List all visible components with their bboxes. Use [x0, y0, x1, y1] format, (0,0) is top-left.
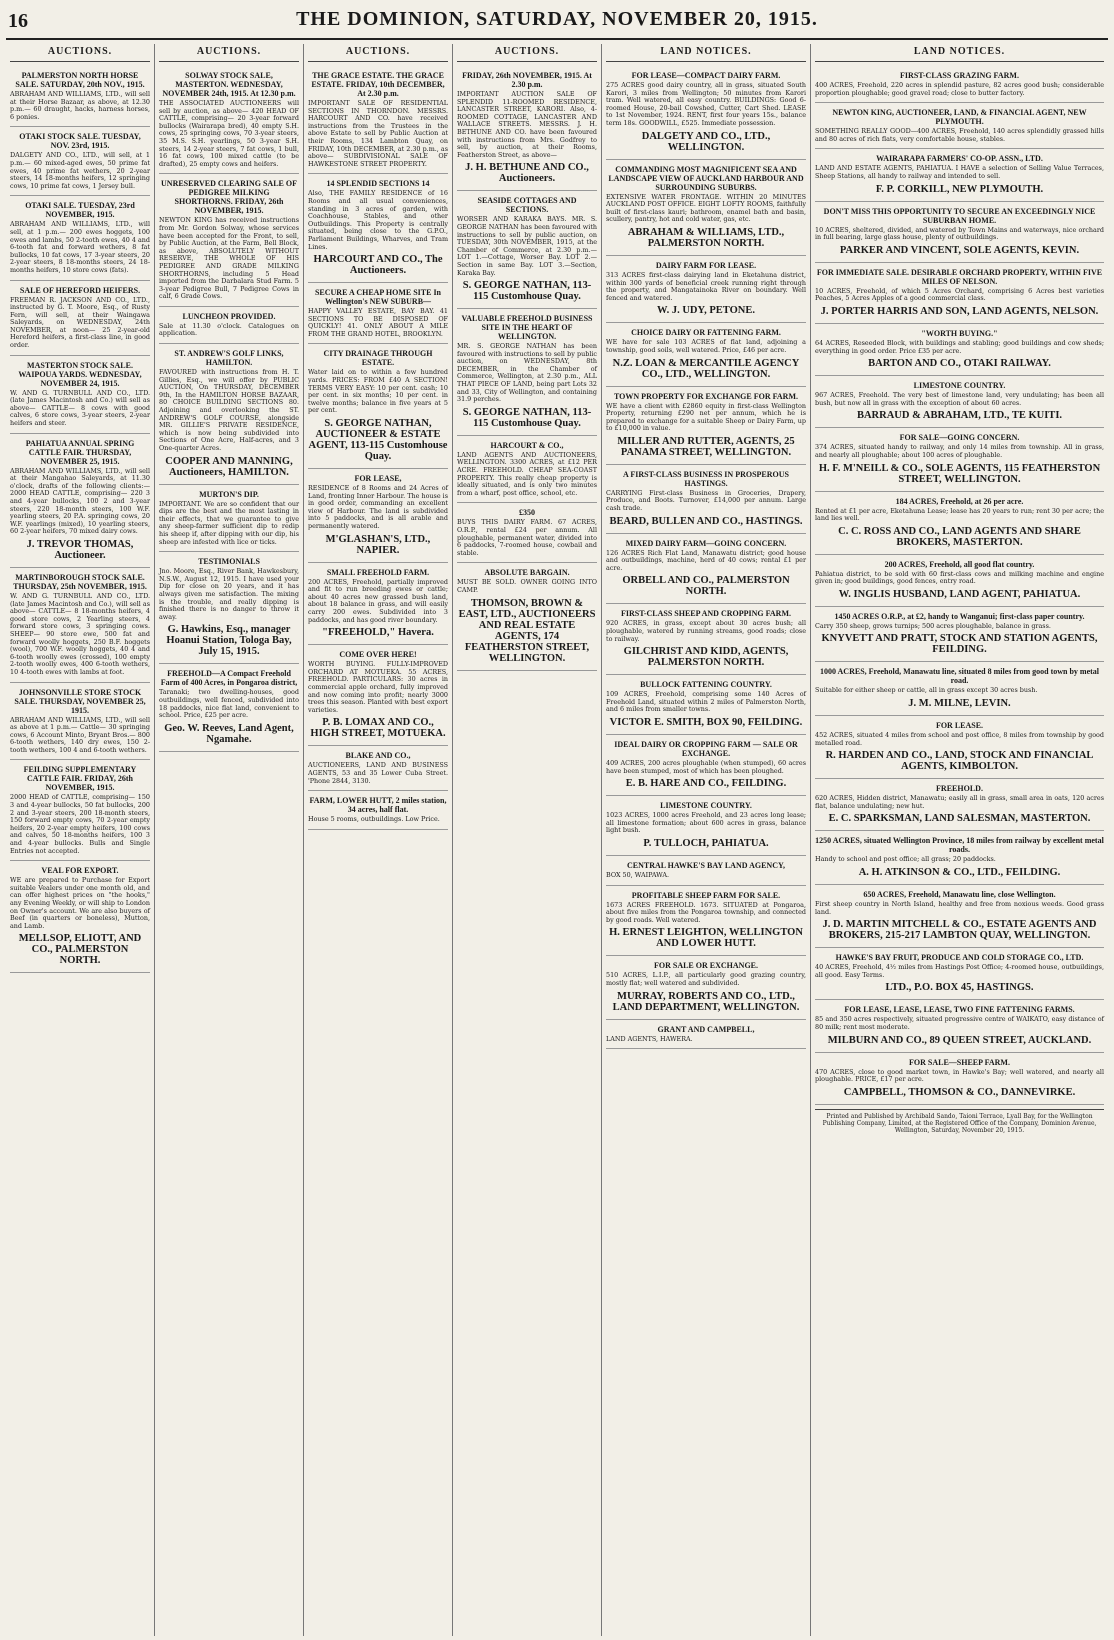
ad-body: 1673 ACRES FREEHOLD. 1673. SITUATED at Pongaroa, about five miles from the Pongaroa township, and connected by good roads. Well watered. [606, 900, 806, 924]
ad-body: 510 ACRES, L.I.P., all particularly good grazing country, mostly flat; well watered and subdivided. [606, 971, 806, 987]
advertisement [159, 552, 299, 664]
ad-signature: J. D. MARTIN MITCHELL & CO., ESTATE AGENTS AND BROKERS, 215-217 LAMBTON QUAY, WELLINGTON. [822, 919, 1097, 942]
ad-signature: ORBELL AND CO., PALMERSTON NORTH. [622, 575, 790, 598]
ad-headline: SEASIDE COTTAGES AND SECTIONS. [477, 196, 577, 215]
advertisement [606, 323, 806, 386]
advertisement [308, 66, 448, 174]
ad-body: FREEMAN R. JACKSON AND CO., LTD., instructed by G. T. Moore, Esq., of Rusty Fern, will sell, at their Waingawa Saleyards, on WEDNESDAY, 24th NOVEMBER, at noon— 25 2-year-old Hereford heifers, a first-class line, in good order. [10, 295, 150, 350]
ad-headline: FARM, LOWER HUTT, 2 miles station, 34 acres, half flat. [309, 796, 447, 815]
ad-body: 2000 HEAD of CATTLE, comprising— 150 3 and 4-year bullocks, 50 fat bullocks, 200 2 and 3-year steers, 200 18-month steers, 150 forward empty cows, 70 2-year empty heifers, 20 2-year empty heifers, 100 cows and calves, 50 18-months heifers, 100 3 and 4-year bullocks. Bulls and Single Entries not accepted. [10, 793, 150, 855]
ad-body: LAND AGENTS, HAWERA. [606, 1034, 693, 1043]
advertisement [815, 1000, 1104, 1052]
ad-body: 620 ACRES, Hidden district, Manawatu; easily all in grass, small area in oats, 120 acres flat, balance undulating; new hut. [815, 794, 1104, 810]
advertisement [10, 861, 150, 973]
advertisement [606, 256, 806, 323]
masthead [6, 4, 1108, 40]
column-heading: AUCTIONS. [308, 44, 448, 62]
ad-signature: PARKER AND VINCENT, SOLE AGENTS, KEVIN. [839, 244, 1080, 256]
ad-signature: H. F. M'NEILL & CO., SOLE AGENTS, 115 FEATHERSTON STREET, WELLINGTON. [818, 462, 1101, 485]
ad-body: LAND AND ESTATE AGENTS, PAHIATUA. I HAVE a selection of Selling Value Terraces, Sheep Stations, all handy to railway and intended to sell. [815, 164, 1104, 180]
advertisement [606, 387, 806, 465]
ad-signature: J. M. MILNE, LEVIN. [908, 698, 1011, 710]
column-2 [155, 44, 304, 1636]
advertisement [815, 555, 1104, 607]
ad-signature: W. INGLIS HUSBAND, LAND AGENT, PAHIATUA. [838, 588, 1081, 600]
ad-signature: J. TREVOR THOMAS, Auctioneer. [26, 538, 134, 561]
advertisement [308, 174, 448, 283]
ad-signature: BARTON AND CO., OTAKI RAILWAY. [868, 358, 1051, 370]
ad-headline: FIRST-CLASS SHEEP AND CROPPING FARM. [620, 609, 792, 619]
ad-headline: CENTRAL HAWKE'S BAY LAND AGENCY, [626, 860, 786, 870]
ad-headline: CITY DRAINAGE THROUGH ESTATE. [323, 349, 433, 368]
ad-body: Jno. Moore, Esq., River Bank, Hawkesbury, N.S.W., August 12, 1915. I have used your Dip for close on 20 years, and it has always given me satisfaction. The mixing is the trouble, and really dipping is finished there is no danger to throw it away. [159, 567, 299, 621]
ad-headline: OTAKI STOCK SALE. TUESDAY, NOV. 23rd, 1915. [19, 132, 141, 151]
ad-headline: FOR SALE—GOING CONCERN. [899, 433, 1020, 443]
ad-headline: THE GRACE ESTATE. THE GRACE ESTATE. FRIDAY, 10th DECEMBER, At 2.30 p.m. [311, 71, 445, 98]
ad-body: 470 ACRES, close to good market town, in Hawke's Bay; well watered, and nearly all ploughable. PRICE, £17 per acre. [815, 1067, 1104, 1084]
advertisement [815, 149, 1104, 201]
ad-body: 967 ACRES, Freehold. The very best of limestone land, very undulating; has been all bush, but now all in grass with the exception of about 60 acres. [815, 391, 1104, 407]
advertisement [815, 492, 1104, 555]
ad-headline: LUNCHEON PROVIDED. [182, 311, 276, 321]
ad-headline: UNRESERVED CLEARING SALE OF PEDIGREE MILKING SHORTHORNS. FRIDAY, 26th NOVEMBER, 1915. [161, 179, 297, 216]
ad-body: ABRAHAM AND WILLIAMS, LTD., will sell, at 1 p.m.— 200 ewes hoggets, 100 ewes and lambs, 50 2-tooth ewes, 40 4 and 6-tooth fat and forward wethers, 8 fat bullocks, 10 fat cows, 17 3-year steers, 20 2-year steers, 8 18-months steers, 24 18-months heifers, 10 store cows (fats). [10, 220, 150, 274]
ad-signature: BEARD, BULLEN AND CO., HASTINGS. [609, 515, 803, 527]
advertisement [457, 309, 597, 436]
advertisement [159, 485, 299, 553]
ad-signature: C. C. ROSS AND CO., LAND AGENTS AND SHARE BROKERS, MASTERTON. [838, 525, 1081, 548]
ad-headline: A FIRST-CLASS BUSINESS IN PROSPEROUS HASTINGS. [623, 469, 789, 488]
ad-headline: FOR LEASE—COMPACT DAIRY FARM. [631, 71, 781, 80]
ad-body: House 5 rooms, outbuildings. Low Price. [308, 815, 440, 824]
column-heading: AUCTIONS. [10, 44, 150, 62]
ad-signature: P. TULLOCH, PAHIATUA. [643, 837, 769, 849]
ad-body: FAVOURED with instructions from H. T. Gillies, Esq., we will offer by PUBLIC AUCTION, On THURSDAY, DECEMBER 9th, In the HAMILTON HORSE BAZAAR, 80 CHOICE BUILDING SECTIONS 80. Adjoining and overlooking the ST. ANDREW'S GOLF COURSE, alongside MR. GILLIE'S PRIVATE RESIDENCE, which is now being subdivided into Sections of One Acre, Half-acres, and 3 One-quarter Acres. [159, 368, 299, 452]
ad-headline: 650 ACRES, Freehold, Manawatu line, close Wellington. [863, 890, 1056, 900]
ad-signature: P. B. LOMAX AND CO., HIGH STREET, MOTUEKA. [310, 717, 446, 740]
ad-body: WORSER AND KARAKA BAYS. MR. S. GEORGE NATHAN has been favoured with instructions to sell by public auction, on TUESDAY, 30th NOVEMBER, 1915, at the Chamber of Commerce, at 2.30 p.m.— LOT 1.—Cottage, Worser Bay. LOT 2.—Section in same Bay. LOT 3.—Section, Karaka Bay. [457, 215, 597, 277]
column-heading: LAND NOTICES. [815, 44, 1104, 62]
ad-headline: FOR IMMEDIATE SALE. DESIRABLE ORCHARD PROPERTY, WITHIN FIVE MILES OF NELSON. [816, 267, 1103, 286]
advertisement [10, 683, 150, 761]
ad-headline: HAWKE'S BAY FRUIT, PRODUCE AND COLD STORAGE CO., LTD. [835, 953, 1084, 963]
ad-headline: BULLOCK FATTENING COUNTRY. [640, 680, 772, 690]
ad-body: WE have for sale 103 ACRES of flat land, adjoining a township, good soils, well watered. Price, £46 per acre. [606, 338, 806, 354]
ad-headline: 1000 ACRES, Freehold, Manawatu line, situated 8 miles from good town by metal road. [819, 667, 1100, 686]
advertisement [815, 376, 1104, 428]
advertisement [815, 662, 1104, 716]
advertisement [606, 796, 806, 856]
advertisement [159, 344, 299, 485]
advertisement [606, 66, 806, 160]
advertisement [10, 760, 150, 861]
page-number: 16 [8, 10, 28, 32]
ad-headline: PAHIATUA ANNUAL SPRING CATTLE FAIR. THURSDAY, NOVEMBER 25, 1915. [25, 438, 135, 466]
ad-signature: S. GEORGE NATHAN, 113-115 Customhouse Quay. [462, 406, 592, 429]
ad-body: 313 ACRES first-class dairying land in Eketahuna district, within 300 yards of beneficial creek running right through the property, and Mangatainoka River on boundary. Well fenced and watered. [606, 270, 806, 302]
ad-signature: CAMPBELL, THOMSON & CO., DANNEVIRKE. [843, 1086, 1076, 1098]
ad-headline: PROFITABLE SHEEP FARM FOR SALE. [631, 890, 781, 900]
ad-headline: COME OVER HERE! [339, 650, 417, 660]
advertisement [10, 196, 150, 280]
ad-body: ABRAHAM AND WILLIAMS, LTD., will sell at their Mangahao Saleyards, at 11.30 o'clock, drafts of the following clients:— 2000 HEAD CATTLE, comprising— 220 3 and 4-year bullocks, 100 2 and 3-year steers, 220 18-month steers, 100 W.F. yearling steers, 20 P.A. springing cows, 20 W.F. yearlings (mixed), 10 yearling steers, 60 2-year heifers, 70 mixed dairy cows. [10, 466, 150, 536]
ad-body: 409 ACRES, 200 acres ploughable (when stumped), 60 acres have been stumped, most of which has been ploughed. [606, 759, 806, 775]
ad-headline: 1450 ACRES O.R.P., at £2, handy to Wanganui; first-class paper country. [834, 611, 1085, 621]
ad-headline: TOWN PROPERTY FOR EXCHANGE FOR FARM. [613, 391, 798, 401]
advertisement [457, 436, 597, 504]
ad-body: 1023 ACRES, 1000 acres Freehold, and 23 acres long lease; all limestone formation; about 600 acres in grass, balance light bush. [606, 811, 806, 835]
advertisement [815, 324, 1104, 376]
column-1 [6, 44, 155, 1636]
ad-headline: IDEAL DAIRY OR CROPPING FARM — SALE OR EXCHANGE. [614, 740, 798, 758]
column-3 [304, 44, 453, 1636]
advertisement [815, 66, 1104, 103]
advertisement [457, 66, 597, 191]
ad-body: Sale at 11.30 o'clock. Catalogues on application. [159, 321, 299, 338]
ad-headline: DAIRY FARM FOR LEASE. [655, 260, 757, 270]
ad-headline: ST. ANDREW'S GOLF LINKS, HAMILTON. [174, 349, 284, 368]
advertisement [606, 465, 806, 534]
ad-headline: SALE OF HEREFORD HEIFERS. [19, 285, 141, 295]
ad-body: WE have a client with £2860 equity in first-class Wellington Property, returning £290 net per annum, which he is prepared to exchange for a suitable Sheep or Dairy Farm, up to £10,000 in value. [606, 401, 806, 433]
ad-signature: MILBURN AND CO., 89 QUEEN STREET, AUCKLAND. [827, 1034, 1092, 1046]
ad-headline: 14 SPLENDID SECTIONS 14 [326, 179, 430, 189]
ad-headline: JOHNSONVILLE STORE STOCK SALE. THURSDAY, NOVEMBER 25, 1915. [14, 687, 146, 715]
ad-body: BUYS THIS DAIRY FARM. 67 ACRES, O.R.P., rental £24 per annum. All ploughable, permanent water, divided into 6 paddocks, 7-roomed house, cowbail and stable. [457, 518, 597, 557]
ad-headline: MURTON'S DIP. [199, 489, 259, 499]
ad-headline: FIRST-CLASS GRAZING FARM. [900, 71, 1019, 80]
ad-signature: HARCOURT AND CO., The Auctioneers. [313, 254, 443, 277]
advertisement [606, 534, 806, 605]
ad-body: Taranaki; two dwelling-houses, good outbuildings, well fenced, subdivided into 18 paddocks, nice flat land, convenient to school. Price, £25 per acre. [159, 688, 299, 720]
ad-headline: DON'T MISS THIS OPPORTUNITY TO SECURE AN EXCEEDINGLY NICE SUBURBAN HOME. [823, 206, 1096, 225]
ad-headline: FEILDING SUPPLEMENTARY CATTLE FAIR. FRIDAY, 26th NOVEMBER, 1915. [23, 765, 137, 793]
ad-body: Carry 350 sheep, grows turnips; 500 acres ploughable, balance in grass. [815, 621, 1051, 630]
ad-signature: DALGETY AND CO., LTD., WELLINGTON. [641, 130, 771, 153]
ad-body: LAND AGENTS AND AUCTIONEERS, WELLINGTON. 3300 ACRES, at £12 PER ACRE. FREEHOLD. CHEAP SEA-COAST PROPERTY. This really cheap property is ideally situated, and is only two minutes from a wharf, post office, school, etc. [457, 450, 597, 497]
ad-headline: LIMESTONE COUNTRY. [660, 801, 752, 811]
advertisement [457, 191, 597, 309]
ad-headline: MARTINBOROUGH STOCK SALE. THURSDAY, 25th NOVEMBER, 1915. [13, 572, 147, 591]
ad-body: First sheep country in North Island, healthy and free from noxious weeds. Good grass land. [815, 900, 1104, 916]
ad-signature: H. ERNEST LEIGHTON, WELLINGTON AND LOWER HUTT. [609, 927, 803, 950]
advertisement [159, 174, 299, 307]
ad-headline: FOR SALE—SHEEP FARM. [909, 1057, 1010, 1067]
ad-headline: £350 [519, 508, 535, 518]
ad-signature: F. P. CORKILL, NEW PLYMOUTH. [875, 183, 1044, 195]
ad-headline: 200 ACRES, Freehold, all good flat country. [884, 559, 1035, 569]
ad-headline: CHOICE DAIRY OR FATTENING FARM. [631, 328, 781, 338]
ad-body: EXTENSIVE WATER FRONTAGE. WITHIN 20 MINUTES AUCKLAND POST OFFICE. EIGHT LOFTY ROOMS, faithfully built of first-class kauri; bathroom, enamel bath and basin, scullery, pantry, hot and cold water, gas, etc. [606, 192, 806, 224]
ad-signature: J. H. BETHUNE AND CO., Auctioneers. [465, 162, 589, 185]
ad-headline: OTAKI SALE. TUESDAY, 23rd NOVEMBER, 1915. [25, 201, 135, 220]
ad-headline: PALMERSTON NORTH HORSE SALE. SATURDAY, 20th NOV., 1915. [15, 71, 145, 89]
advertisement [159, 307, 299, 344]
ad-body: MUST BE SOLD. OWNER GOING INTO CAMP. [457, 578, 597, 594]
ad-signature: W. J. UDY, PETONE. [657, 305, 755, 317]
ad-body: WE are prepared to Purchase for Export suitable Vealers under one month old, and can offer highest prices on "the hooks," any Evening Weekly, or will ship to London on Owner's account. We are also buyers of Beef (in quarters or boneless), Mutton, and Lamb. [10, 876, 150, 930]
column-5 [602, 44, 811, 1636]
ad-body: Water laid on to within a few hundred yards. PRICES: FROM £40 A SECTION! TERMS VERY EASY: 10 per cent. cash; 10 per cent. in six months; 10 per cent. in twelve months; balance in five years at 5 per cent. [308, 368, 448, 415]
ad-body: NEWTON KING has received instructions from Mr. Gordon Solway, whose services have been accepted for the Front, to sell, by Public Auction, at the Farm, Bell Block, as above, ABSOLUTELY WITHOUT RESERVE, THE WHOLE OF HIS PEDIGREE AND GRADE MILKING SHORTHORNS, including 5 Head imported from the Darbalara Stud Farm. 5 3-year Pedigree Bull, 7 Pedigree Cows in calf, 6 Grade Cows. [159, 216, 299, 301]
ad-body: ABRAHAM AND WILLIAMS, LTD., will sell at their Horse Bazaar, as above, at 12.30 p.m.— 60 draught, hacks, harness horses, 6 ponies. [10, 90, 150, 121]
ad-headline: GRANT AND CAMPBELL, [657, 1024, 755, 1034]
advertisement [815, 779, 1104, 831]
ad-signature: MILLER AND RUTTER, AGENTS, 25 PANAMA STREET, WELLINGTON. [617, 435, 795, 458]
advertisement [815, 202, 1104, 263]
ad-headline: MIXED DAIRY FARM—GOING CONCERN. [625, 538, 787, 548]
ad-body: 374 ACRES, situated handy to railway, and only 14 miles from township. All in grass, and nearly all ploughable; about 100 acres of ploughable. [815, 443, 1104, 459]
ad-body: 275 ACRES good dairy country, all in grass, situated South Karori, 3 miles from Wellington; 50 minutes from Karori tram. Well watered, all easy country. BUILDINGS: Good 6-roomed House, 20-bail Cowshed, Cutter, Cart Shed. LEASE to 1st November, 1924. RENT, first four years 15s., balance term 18s. GOODWILL, £525. Immediate possession. [606, 81, 806, 127]
ad-signature: THOMSON, BROWN & EAST, LTD., AUCTIONEERS AND REAL ESTATE AGENTS, 174 FEATHERSTON STREET, WELLINGTON. [458, 597, 596, 664]
ad-signature: VICTOR E. SMITH, BOX 90, FEILDING. [609, 717, 803, 728]
ad-signature: S. GEORGE NATHAN, 113-115 Customhouse Quay. [462, 280, 592, 303]
ad-body: 126 ACRES Rich Flat Land, Manawatu district; good house and outbuildings, machine, herd of 40 cows; rental £1 per acre. [606, 548, 806, 572]
ad-body: RESIDENCE of 8 Rooms and 24 Acres of Land, fronting Inner Harbour. The house is in good order, commanding an excellent view of Harbour. The land is subdivided into 5 paddocks, and is all arable and permanently watered. [308, 484, 448, 530]
ad-headline: WAIRARAPA FARMERS' CO-OP. ASSN., LTD. [876, 154, 1043, 164]
advertisement [606, 1020, 806, 1050]
ad-headline: VALUABLE FREEHOLD BUSINESS SITE IN THE HEART OF WELLINGTON. [461, 314, 593, 342]
ad-signature: Geo. W. Reeves, Land Agent, Ngamahe. [164, 722, 294, 745]
ad-body: W. AND G. TURNBULL AND CO., LTD. (late James Macintosh and Co.) will sell as above— CATTLE— 8 cows with good calves, 6 store cows, 3-year steers, 2-year heifers and steer. [10, 388, 150, 428]
advertisement [815, 607, 1104, 663]
ad-signature: GILCHRIST AND KIDD, AGENTS, PALMERSTON NORTH. [623, 646, 789, 669]
ad-signature: E. C. SPARKSMAN, LAND SALESMAN, MASTERTON. [828, 813, 1091, 825]
page-title: THE DOMINION, SATURDAY, NOVEMBER 20, 1915. [296, 8, 818, 30]
advertisement [606, 856, 806, 886]
column-heading: AUCTIONS. [159, 44, 299, 62]
advertisement [606, 735, 806, 796]
advertisement [10, 127, 150, 196]
ad-body: 109 ACRES, Freehold, comprising some 140 Acres of Freehold Land, situated within 2 miles of Palmerston North, and 6 miles from smaller towns. [606, 690, 806, 714]
ad-body: CARRYING First-class Business in Groceries, Drapery, Produce, and Boots. Turnover, £14,000 per annum. Large cash trade. [606, 488, 806, 513]
ad-headline: SOLWAY STOCK SALE, MASTERTON. WEDNESDAY, NOVEMBER 24th, 1915. At 12.30 p.m. [162, 71, 296, 98]
ad-body: MR. S. GEORGE NATHAN has been favoured with instructions to sell by public auction, on WEDNESDAY, 8th DECEMBER, in the Chamber of Commerce, Wellington, at 2.30 p.m., ALL THAT PIECE OF LAND, being part Lots 32 and 33, City of Wellington, and containing 31.9 perches. [457, 342, 597, 404]
advertisement [10, 356, 150, 434]
advertisement [457, 563, 597, 670]
ad-signature: A. H. ATKINSON & CO., LTD., FEILDING. [858, 867, 1061, 879]
ad-signature: J. PORTER HARRIS AND SON, LAND AGENTS, NELSON. [820, 305, 1099, 317]
ad-headline: BLAKE AND CO., [345, 751, 411, 761]
ad-body: WORTH BUYING. FULLY-IMPROVED ORCHARD AT MOTUEKA. 55 ACRES, FREEHOLD. PARTICULARS: 30 acres in commercial apple orchard, fully improved and now coming into profit; nearly 3000 trees this season. Planted with best export varieties. [308, 660, 448, 714]
advertisement [606, 675, 806, 735]
ad-signature: MELLSOP, ELIOTT, AND CO., PALMERSTON NORTH. [18, 933, 142, 967]
ad-body: THE ASSOCIATED AUCTIONEERS will sell by auction, as above— 420 HEAD OF CATTLE, comprising— 20 3-year forward bullocks (Wairarapa bred), 40 empty S.H. cows, 25 springing cows, 70 3-year steers, 35 M.S. S.H. yearlings, 50 3-year S.H. steers, 14 2-year steers, 7 fat cows, 1 bull, 16 fat cows, 100 mixed cattle (to be drafted), 25 empty cows and heifers. [159, 99, 299, 168]
ad-headline: COMMANDING MOST MAGNIFICENT SEA AND LANDSCAPE VIEW OF AUCKLAND HARBOUR AND SURROUNDING SUBURBS. [608, 164, 804, 192]
ad-headline: TESTIMONIALS [198, 557, 260, 567]
ad-body: W. AND G. TURNBULL AND CO., LTD. (late James Macintosh and Co.), will sell as above— CATTLE— 8 18-months heifers, 4 good store cows, 2 Yearling steers, 4 forward store cows, 3 springing cows. SHEEP— 90 store ewe, 500 fat and forward woolly hoggets, 250 B.F. hoggets (wool), 700 W.F. woolly hoggets, 40 4 and 6-tooth woolly ewes (crossed), 100 empty 2-tooth woolly ewes, 400 6-tooth wethers, 10 4-tooth ewes with lambs at foot. [10, 591, 150, 676]
advertisement [815, 948, 1104, 1000]
ad-headline: ABSOLUTE BARGAIN. [484, 568, 570, 578]
ad-body: 400 ACRES, Freehold, 220 acres in splendid pasture, 82 acres good bush; considerable proportion ploughable; good gravel road; close to butter factory. [815, 81, 1104, 97]
ad-body: 85 and 350 acres respectively, situated progressive centre of WAIKATO, easy distance of 80 milk; rent most moderate. [815, 1015, 1104, 1031]
advertisement [815, 428, 1104, 491]
ad-body: IMPORTANT. We are so confident that our dips are the best and the most lasting in their effects, that we guarantee to give any sheep-farmer sufficient dip to redip his sheep if, after dipping with our dip, his sheep are infested with lice or ticks. [159, 499, 299, 546]
advertisement [606, 604, 806, 675]
ad-signature: MURRAY, ROBERTS AND CO., LTD., LAND DEPARTMENT, WELLINGTON. [612, 990, 800, 1013]
ad-signature: S. GEORGE NATHAN, AUCTIONEER & ESTATE AGENT, 113-115 Customhouse Quay. [308, 418, 448, 463]
ad-headline: HARCOURT & CO., [490, 440, 564, 450]
ad-headline: SECURE A CHEAP HOME SITE In Wellington's NEW SUBURB— [314, 288, 442, 307]
ad-body: 200 ACRES, Freehold, partially improved and fit to run breeding ewes or cattle; about 40 acres new grassed bush land, about 18 balance in grass, and will easily carry 200 ewes. Subdivided into 3 paddocks, and has good river boundary. [308, 577, 448, 624]
column-6 [811, 44, 1108, 1636]
ad-signature: M'GLASHAN'S, LTD., NAPIER. [325, 533, 431, 556]
ad-headline: "WORTH BUYING." [921, 328, 998, 338]
ad-headline: SMALL FREEHOLD FARM. [326, 567, 430, 577]
advertisement [308, 791, 448, 830]
ad-signature: E. B. HARE AND CO., FEILDING. [625, 778, 787, 790]
imprint: Printed and Published by Archibald Sando, Taioni Terrace, Lyall Bay, for the Wellington Publishing Company, Limited, at the Registered Office of the Company, Dominion Avenue, Wellington, Saturday, November 20, 1915. [815, 1109, 1104, 1134]
advertisement [815, 1053, 1104, 1105]
ad-headline: LIMESTONE COUNTRY. [913, 381, 1006, 391]
ad-headline: 1250 ACRES, situated Wellington Province, 18 miles from railway by excellent metal roads. [815, 836, 1104, 855]
advertisement [815, 885, 1104, 948]
advertisement [308, 563, 448, 646]
column-4 [453, 44, 602, 1636]
column-heading: AUCTIONS. [457, 44, 597, 62]
ad-body: Handy to school and post office; all grass; 20 paddocks. [815, 855, 996, 864]
advertisement [159, 664, 299, 751]
advertisement [815, 831, 1104, 885]
advertisement [815, 103, 1104, 149]
ad-signature: "FREEHOLD," Havera. [322, 627, 434, 639]
ad-body: BOX 50, WAIPAWA. [606, 870, 670, 879]
ad-headline: FREEHOLD—A Compact Freehold Farm of 400 Acres, in Pongaroa district, [160, 669, 298, 688]
ad-body: AUCTIONEERS, LAND AND BUSINESS AGENTS, 53 and 35 Lower Cuba Street. 'Phone 2844, 3130. [308, 761, 448, 785]
advertisement [457, 503, 597, 563]
ad-body: Rented at £1 per acre, Eketahuna Lease; lease has 20 years to run; rent 30 per acre; the land lies well. [815, 506, 1104, 523]
ad-headline: FREEHOLD. [936, 784, 983, 794]
advertisement [308, 645, 448, 746]
ad-signature: KNYVETT AND PRATT, STOCK AND STATION AGENTS, FEILDING. [821, 633, 1098, 656]
ad-body: SOMETHING REALLY GOOD—400 ACRES, Freehold, 140 acres splendidly grassed hills and 80 acres of rich flats, very comfortable house, stables. [815, 127, 1104, 143]
ad-body: 64 ACRES, Reseeded Block, with buildings and stabling; good buildings and cow sheds; everything in good order. Price £35 per acre. [815, 338, 1104, 355]
ad-signature: G. Hawkins, Esq., manager Hoanui Station, Tologa Bay, July 15, 1915. [166, 624, 292, 658]
ad-signature: LTD., P.O. BOX 45, HASTINGS. [885, 982, 1034, 994]
ad-headline: FRIDAY, 26th NOVEMBER, 1915. At 2.30 p.m. [462, 71, 592, 89]
ad-headline: VEAL FOR EXPORT. [41, 866, 119, 876]
ad-headline: FOR LEASE, LEASE, LEASE, TWO FINE FATTENING FARMS. [844, 1005, 1075, 1015]
ad-body: Pahiatua district, to be sold with 60 first-class cows and milking machine and engine given in; good buildings, good fences, entry road. [815, 569, 1104, 586]
ad-headline: FOR LEASE. [935, 721, 984, 731]
advertisement [10, 281, 150, 356]
ad-signature: COOPER AND MANNING, Auctioneers, HAMILTON. [165, 455, 293, 478]
ad-body: IMPORTANT SALE OF RESIDENTIAL SECTIONS IN THORNDON. MESSRS. HARCOURT AND CO. have received instructions from the Trustees in the above Estate to sell by Public Auction at their Rooms, 134 Lambton Quay, on FRIDAY, 10th DECEMBER, at 2.30 p.m., as above— SUBDIVISIONAL SALE OF HAWKESTONE STREET PROPERTY. [308, 99, 448, 168]
ad-signature: N.Z. LOAN & MERCANTILE AGENCY CO., LTD., WELLINGTON. [612, 357, 800, 380]
ad-body: 40 ACRES, Freehold, 4½ miles from Hastings Post Office; 4-roomed house, outbuildings, all good. Easy Terms. [815, 963, 1104, 979]
ad-headline: NEWTON KING, AUCTIONEER, LAND, & FINANCIAL AGENT, NEW PLYMOUTH. [832, 108, 1087, 127]
ad-body: Suitable for either sheep or cattle, all in grass except 30 acres bush. [815, 686, 1038, 695]
ad-headline: MASTERTON STOCK SALE. WAIPOUA YARDS. WEDNESDAY, NOVEMBER 24, 1915. [18, 360, 142, 388]
advertisement [815, 716, 1104, 779]
advertisement [815, 263, 1104, 324]
ad-signature: ABRAHAM & WILLIAMS, LTD., PALMERSTON NORTH. [627, 226, 785, 249]
ad-body: Also, THE FAMILY RESIDENCE of 16 Rooms and all usual conveniences, standing in 3 acres of garden, with Coachhouse, Stables, and other Outbuildings. This Property is centrally situated, being close to the G.P.O., Parliament Buildings, Wharves, and Tram Lines. [308, 189, 448, 251]
ad-headline: FOR SALE OR EXCHANGE. [653, 961, 758, 971]
advertisement [10, 434, 150, 568]
advertisement [10, 66, 150, 127]
advertisement [606, 160, 806, 256]
advertisement [10, 568, 150, 683]
ad-headline: 184 ACRES, Freehold, at 26 per acre. [895, 496, 1024, 506]
ad-body: DALGETY AND CO., LTD., will sell, at 1 p.m.— 60 mixed-aged ewes, 50 prime fat ewes, 40 prime fat wethers, 20 2-year steers, 14 18-months heifers, 12 springing cows, 10 prime fat cows, 1 Jersey bull. [10, 151, 150, 190]
ad-body: 452 ACRES, situated 4 miles from school and post office, 8 miles from township by good metalled road. [815, 731, 1104, 747]
advertisement [308, 344, 448, 469]
ad-signature: R. HARDEN AND CO., LAND, STOCK AND FINANCIAL AGENTS, KIMBOLTON. [825, 750, 1094, 773]
advertisement [308, 746, 448, 791]
columns-container [6, 44, 1108, 1636]
ad-body: ABRAHAM AND WILLIAMS, LTD., will sell as above at 1 p.m.— Cattle— 30 springing cows, 6 Account Minto, Bryant Bros.— 800 6-tooth wethers, 140 dry ewes, 150 2-tooth wethers, 100 4 and 6-tooth wethers. [10, 715, 150, 754]
ad-body: 10 ACRES, Freehold, of which 5 Acres Orchard, comprising 6 Acres best varieties Peaches, 5 Acres Apples of a good commercial class. [815, 286, 1104, 303]
ad-body: 920 ACRES, in grass, except about 30 acres bush; all ploughable, watered by running streams, good roads; close to railway. [606, 619, 806, 643]
ad-body: HAPPY VALLEY ESTATE, BAY BAY. 41 SECTIONS TO BE DISPOSED OF QUICKLY! 41. ONLY ABOUT A MILE FROM THE GRAND HOTEL, BROOKLYN. [308, 307, 448, 338]
ad-body: 10 ACRES, sheltered, divided, and watered by Town Mains and waterways, nice orchard in full bearing, large glass house, plenty of outbuildings. [815, 225, 1104, 242]
ad-headline: FOR LEASE, [354, 474, 402, 484]
column-heading: LAND NOTICES. [606, 44, 806, 62]
advertisement [308, 469, 448, 563]
ad-body: IMPORTANT AUCTION SALE OF SPLENDID 11-ROOMED RESIDENCE, LANCASTER STREET, KARORI. Also, 4-ROOMED COTTAGE, LANCASTER AND WALLACE STREETS. MESSRS. J. H. BETHUNE AND CO. have been favoured with instructions from Mrs. Godfrey to sell, by auction, at their Rooms, Featherston Street, as above— [457, 90, 597, 159]
advertisement [606, 886, 806, 957]
ad-signature: BARRAUD & ABRAHAM, LTD., TE KUITI. [856, 410, 1063, 422]
advertisement [159, 66, 299, 174]
advertisement [308, 283, 448, 344]
advertisement [606, 956, 806, 1019]
